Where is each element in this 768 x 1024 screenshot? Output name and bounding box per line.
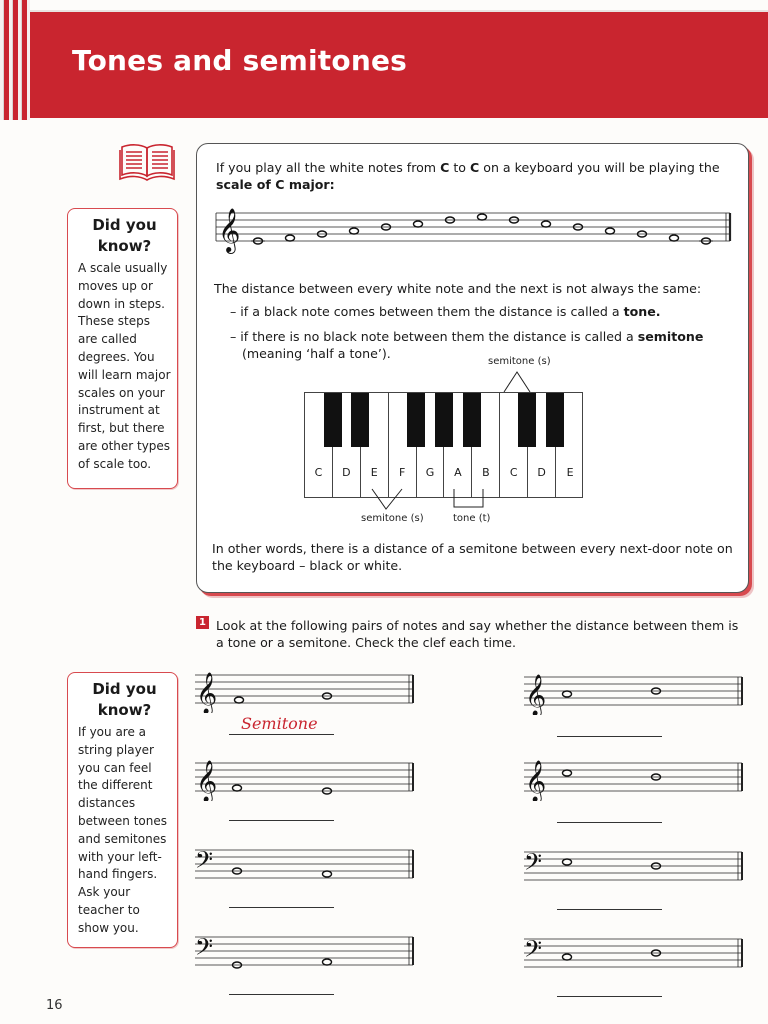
- semitone-label-bottom: semitone (s): [361, 513, 424, 524]
- key-label: G: [425, 466, 435, 479]
- intro-text-part: on a keyboard you will be playing the: [479, 160, 720, 175]
- answer-semitone[interactable]: Semitone: [241, 714, 318, 733]
- did-you-know-heading-2: Did you know?: [92, 680, 157, 719]
- treble-clef-icon: 𝄞: [196, 761, 218, 801]
- semitone-definition-text: – if there is no black note between them the distance is called a: [230, 329, 638, 344]
- black-key: [351, 393, 369, 447]
- c-major-scale-staff: [214, 198, 734, 258]
- keyboard-diagram: [304, 392, 583, 498]
- semitone-label-top: semitone (s): [488, 356, 551, 367]
- bass-clef-icon: 𝄢: [524, 848, 543, 881]
- semitone-meaning: (meaning ‘half a tone’).: [242, 346, 391, 361]
- exercise-number-badge: 1: [196, 616, 209, 629]
- key-label: C: [509, 466, 518, 479]
- key-label: F: [398, 466, 406, 479]
- treble-clef-icon: 𝄞: [525, 675, 547, 715]
- answer-line-8[interactable]: [557, 996, 662, 997]
- bass-clef-icon: 𝄢: [195, 846, 214, 879]
- tone-definition: [230, 303, 730, 320]
- answer-line-5[interactable]: [229, 907, 334, 908]
- treble-clef-icon: 𝄞: [525, 761, 547, 801]
- key-label: E: [370, 466, 378, 479]
- answer-line-3[interactable]: [229, 820, 334, 821]
- exercise-instruction: Look at the following pairs of notes and say whether the distance between them is a tone or a semitone. Check the clef each time.: [216, 618, 739, 650]
- answer-line-1[interactable]: [229, 734, 334, 735]
- intro-note-c-end: C: [469, 160, 480, 175]
- conclusion-text: In other words, there is a distance of a semitone between every next-door note on the keyboard – black or white.: [212, 541, 733, 573]
- key-label: B: [482, 466, 490, 479]
- interval-markers-icon: [368, 487, 496, 513]
- black-key: [435, 393, 453, 447]
- semitone-definition: [230, 328, 730, 362]
- page-number: 16: [46, 998, 63, 1013]
- tone-definition-text: – if a black note comes between them the distance is called a: [230, 304, 624, 319]
- key-label: D: [342, 466, 351, 479]
- intro-text-part: to: [449, 160, 470, 175]
- key-label: A: [454, 466, 462, 479]
- exercise-staff-3: [193, 751, 417, 801]
- black-key: [324, 393, 342, 447]
- treble-clef-icon: 𝄞: [218, 208, 241, 252]
- did-you-know-box-1: [67, 208, 178, 489]
- answer-line-7[interactable]: [229, 994, 334, 995]
- bass-clef-icon: 𝄢: [195, 933, 214, 966]
- page-binding-edge: [0, 0, 30, 120]
- black-key: [463, 393, 481, 447]
- exercise-staff-2: [522, 665, 746, 715]
- treble-clef-icon: 𝄞: [196, 673, 218, 713]
- answer-line-6[interactable]: [557, 909, 662, 910]
- exercise-staff-6: [522, 840, 746, 890]
- black-key: [546, 393, 564, 447]
- semitone-caret-top-icon: [500, 370, 536, 394]
- key-label: E: [566, 466, 574, 479]
- exercise-staff-1: [193, 663, 417, 713]
- key-label: C: [314, 466, 323, 479]
- did-you-know-box-2: [67, 672, 178, 948]
- open-book-icon: [118, 142, 176, 182]
- scale-name: scale of C major:: [216, 177, 335, 192]
- tone-label: tone (t): [453, 513, 491, 524]
- did-you-know-body-2: If you are a string player you can feel the different distances between tones and semitones with your left-hand fingers. Ask your teacher to show you.: [78, 725, 167, 935]
- tone-term: tone.: [623, 304, 661, 319]
- intro-note-c-start: C: [440, 160, 450, 175]
- scale-notes: [254, 214, 711, 244]
- answer-line-2[interactable]: [557, 736, 662, 737]
- intro-text: [216, 159, 736, 193]
- exercise-staff-7: [193, 925, 417, 975]
- exercise-staff-5: [193, 838, 417, 888]
- black-key: [518, 393, 536, 447]
- distance-text: The distance between every white note and the next is not always the same:: [214, 281, 702, 296]
- bass-clef-icon: 𝄢: [524, 935, 543, 968]
- key-label: D: [537, 466, 546, 479]
- page-title: Tones and semitones: [72, 44, 408, 77]
- did-you-know-heading-1: Did you know?: [92, 216, 157, 255]
- semitone-term: semitone: [637, 329, 704, 344]
- black-key: [407, 393, 425, 447]
- answer-line-4[interactable]: [557, 822, 662, 823]
- exercise-staff-4: [522, 751, 746, 801]
- intro-text-part: If you play all the white notes from: [216, 160, 441, 175]
- exercise-staff-8: [522, 927, 746, 977]
- did-you-know-body-1: A scale usually moves up or down in steps. These steps are called degrees. You will learn major scales on your instrument at first, but there are other types of scale too.: [78, 261, 171, 471]
